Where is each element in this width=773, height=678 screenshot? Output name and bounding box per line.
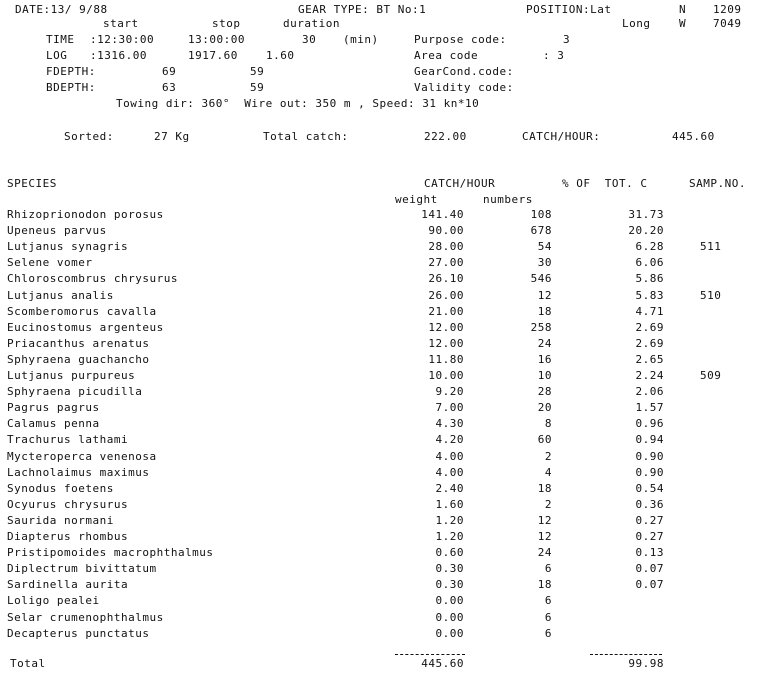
bdepth-label: BDEPTH: bbox=[46, 81, 96, 94]
species-name: Mycteroperca venenosa bbox=[7, 450, 157, 463]
weight-value: 2.40 bbox=[435, 482, 464, 495]
log-start: :1316.00 bbox=[90, 49, 147, 62]
log-stop: 1917.60 bbox=[188, 49, 238, 62]
towing-line: Towing dir: 360° Wire out: 350 m , Speed: 31 kn*10 bbox=[116, 97, 480, 110]
weight-value: 0.00 bbox=[435, 594, 464, 607]
species-name: Sphyraena guachancho bbox=[7, 353, 150, 366]
weight-value: 10.00 bbox=[428, 369, 464, 382]
time-duration: 30 bbox=[302, 33, 317, 46]
species-name: Lutjanus analis bbox=[7, 289, 114, 302]
total-pct: 99.98 bbox=[628, 657, 664, 670]
validity-label: Validity code: bbox=[414, 81, 514, 94]
numbers-column-header: numbers bbox=[483, 193, 533, 206]
numbers-value: 24 bbox=[537, 546, 552, 559]
col-stop-label: stop bbox=[212, 17, 241, 30]
species-name: Lutjanus synagris bbox=[7, 240, 129, 253]
samp-value: 511 bbox=[700, 240, 722, 253]
species-name: Diplectrum bivittatum bbox=[7, 562, 157, 575]
pct-value: 0.27 bbox=[635, 530, 664, 543]
species-column-header: SPECIES bbox=[7, 177, 57, 190]
pct-value: 0.94 bbox=[635, 433, 664, 446]
sorted-value: 27 Kg bbox=[154, 130, 190, 143]
species-name: Saurida normani bbox=[7, 514, 114, 527]
purpose-label: Purpose code: bbox=[414, 33, 507, 46]
species-name: Diapterus rhombus bbox=[7, 530, 129, 543]
pct-value: 6.06 bbox=[635, 256, 664, 269]
weight-value: 0.30 bbox=[435, 562, 464, 575]
sorted-label: Sorted: bbox=[64, 130, 114, 143]
weight-value: 1.20 bbox=[435, 514, 464, 527]
samp-column-header: SAMP.NO. bbox=[689, 177, 746, 190]
weight-value: 26.10 bbox=[428, 272, 464, 285]
species-name: Loligo pealei bbox=[7, 594, 100, 607]
pct-value: 2.69 bbox=[635, 337, 664, 350]
species-name: Selar crumenophthalmus bbox=[7, 611, 164, 624]
numbers-value: 16 bbox=[537, 353, 552, 366]
numbers-value: 30 bbox=[537, 256, 552, 269]
pct-value: 0.36 bbox=[635, 498, 664, 511]
species-name: Sphyraena picudilla bbox=[7, 385, 143, 398]
pct-column-header: % OF TOT. C bbox=[562, 177, 648, 190]
purpose-value: 3 bbox=[563, 33, 571, 46]
weight-value: 1.60 bbox=[435, 498, 464, 511]
species-name: Lutjanus purpureus bbox=[7, 369, 136, 382]
fdepth-start: 69 bbox=[162, 65, 177, 78]
numbers-value: 18 bbox=[537, 305, 552, 318]
numbers-value: 6 bbox=[544, 627, 552, 640]
bdepth-stop: 59 bbox=[250, 81, 265, 94]
numbers-value: 18 bbox=[537, 482, 552, 495]
numbers-value: 54 bbox=[537, 240, 552, 253]
numbers-value: 20 bbox=[537, 401, 552, 414]
pct-value: 5.86 bbox=[635, 272, 664, 285]
numbers-value: 258 bbox=[530, 321, 552, 334]
weight-value: 0.00 bbox=[435, 611, 464, 624]
weight-value: 7.00 bbox=[435, 401, 464, 414]
weight-value: 4.30 bbox=[435, 417, 464, 430]
species-name: Decapterus punctatus bbox=[7, 627, 150, 640]
weight-value: 9.20 bbox=[435, 385, 464, 398]
total-weight-rule bbox=[395, 654, 465, 655]
pct-value: 0.27 bbox=[635, 514, 664, 527]
pct-value: 0.90 bbox=[635, 450, 664, 463]
long-value: 7049 bbox=[713, 17, 742, 30]
weight-value: 12.00 bbox=[428, 337, 464, 350]
pct-value: 0.07 bbox=[635, 578, 664, 591]
weight-value: 0.00 bbox=[435, 627, 464, 640]
species-name: Ocyurus chrysurus bbox=[7, 498, 129, 511]
pct-value: 0.96 bbox=[635, 417, 664, 430]
species-name: Pagrus pagrus bbox=[7, 401, 100, 414]
weight-column-header: weight bbox=[395, 193, 438, 206]
samp-value: 509 bbox=[700, 369, 722, 382]
pct-value: 4.71 bbox=[635, 305, 664, 318]
species-name: Lachnolaimus maximus bbox=[7, 466, 150, 479]
total-catch-label: Total catch: bbox=[263, 130, 349, 143]
species-name: Trachurus lathami bbox=[7, 433, 129, 446]
species-name: Rhizoprionodon porosus bbox=[7, 208, 164, 221]
gear-type-text: GEAR TYPE: BT No:1 bbox=[298, 3, 427, 16]
time-unit: (min) bbox=[343, 33, 379, 46]
area-label: Area code bbox=[414, 49, 479, 62]
numbers-value: 546 bbox=[530, 272, 552, 285]
weight-value: 0.30 bbox=[435, 578, 464, 591]
time-stop: 13:00:00 bbox=[188, 33, 245, 46]
weight-value: 12.00 bbox=[428, 321, 464, 334]
weight-value: 141.40 bbox=[421, 208, 464, 221]
catch-hour-value: 445.60 bbox=[672, 130, 715, 143]
numbers-value: 28 bbox=[537, 385, 552, 398]
weight-value: 1.20 bbox=[435, 530, 464, 543]
weight-value: 11.80 bbox=[428, 353, 464, 366]
species-name: Sardinella aurita bbox=[7, 578, 129, 591]
numbers-value: 12 bbox=[537, 514, 552, 527]
position-label: POSITION:Lat bbox=[526, 3, 612, 16]
weight-value: 0.60 bbox=[435, 546, 464, 559]
pct-value: 6.28 bbox=[635, 240, 664, 253]
gearcond-label: GearCond.code: bbox=[414, 65, 514, 78]
numbers-value: 4 bbox=[544, 466, 552, 479]
numbers-value: 6 bbox=[544, 562, 552, 575]
species-name: Eucinostomus argenteus bbox=[7, 321, 164, 334]
pct-value: 1.57 bbox=[635, 401, 664, 414]
weight-value: 4.20 bbox=[435, 433, 464, 446]
pct-value: 2.06 bbox=[635, 385, 664, 398]
species-name: Calamus penna bbox=[7, 417, 100, 430]
pct-value: 2.24 bbox=[635, 369, 664, 382]
numbers-value: 10 bbox=[537, 369, 552, 382]
numbers-value: 60 bbox=[537, 433, 552, 446]
pct-value: 0.90 bbox=[635, 466, 664, 479]
col-duration-label: duration bbox=[283, 17, 340, 30]
pct-value: 2.69 bbox=[635, 321, 664, 334]
log-label: LOG bbox=[46, 49, 68, 62]
species-name: Upeneus parvus bbox=[7, 224, 107, 237]
total-pct-rule bbox=[590, 654, 662, 655]
lat-value: 1209 bbox=[713, 3, 742, 16]
weight-value: 28.00 bbox=[428, 240, 464, 253]
samp-value: 510 bbox=[700, 289, 722, 302]
numbers-value: 108 bbox=[530, 208, 552, 221]
time-start: :12:30:00 bbox=[90, 33, 155, 46]
numbers-value: 24 bbox=[537, 337, 552, 350]
fdepth-stop: 59 bbox=[250, 65, 265, 78]
pct-value: 0.07 bbox=[635, 562, 664, 575]
pct-value: 0.54 bbox=[635, 482, 664, 495]
species-name: Scomberomorus cavalla bbox=[7, 305, 157, 318]
catch-hour-column-header: CATCH/HOUR bbox=[424, 177, 496, 190]
bdepth-start: 63 bbox=[162, 81, 177, 94]
long-label: Long bbox=[622, 17, 651, 30]
total-catch-value: 222.00 bbox=[424, 130, 467, 143]
area-value: : 3 bbox=[543, 49, 565, 62]
pct-value: 2.65 bbox=[635, 353, 664, 366]
numbers-value: 2 bbox=[544, 450, 552, 463]
weight-value: 4.00 bbox=[435, 450, 464, 463]
total-weight: 445.60 bbox=[421, 657, 464, 670]
numbers-value: 18 bbox=[537, 578, 552, 591]
catch-hour-label: CATCH/HOUR: bbox=[522, 130, 601, 143]
numbers-value: 8 bbox=[544, 417, 552, 430]
weight-value: 27.00 bbox=[428, 256, 464, 269]
pct-value: 31.73 bbox=[628, 208, 664, 221]
col-start-label: start bbox=[103, 17, 139, 30]
numbers-value: 2 bbox=[544, 498, 552, 511]
total-label: Total bbox=[10, 657, 46, 670]
numbers-value: 6 bbox=[544, 594, 552, 607]
weight-value: 4.00 bbox=[435, 466, 464, 479]
lat-dir: N bbox=[679, 3, 687, 16]
weight-value: 26.00 bbox=[428, 289, 464, 302]
species-name: Synodus foetens bbox=[7, 482, 114, 495]
species-name: Priacanthus arenatus bbox=[7, 337, 150, 350]
species-name: Chloroscombrus chrysurus bbox=[7, 272, 178, 285]
species-name: Pristipomoides macrophthalmus bbox=[7, 546, 214, 559]
numbers-value: 678 bbox=[530, 224, 552, 237]
pct-value: 0.13 bbox=[635, 546, 664, 559]
log-duration: 1.60 bbox=[266, 49, 295, 62]
pct-value: 5.83 bbox=[635, 289, 664, 302]
weight-value: 21.00 bbox=[428, 305, 464, 318]
long-dir: W bbox=[679, 17, 687, 30]
numbers-value: 12 bbox=[537, 530, 552, 543]
species-name: Selene vomer bbox=[7, 256, 93, 269]
weight-value: 90.00 bbox=[428, 224, 464, 237]
numbers-value: 6 bbox=[544, 611, 552, 624]
pct-value: 20.20 bbox=[628, 224, 664, 237]
time-label: TIME bbox=[46, 33, 75, 46]
numbers-value: 12 bbox=[537, 289, 552, 302]
date-text: DATE:13/ 9/88 bbox=[15, 3, 108, 16]
fdepth-label: FDEPTH: bbox=[46, 65, 96, 78]
